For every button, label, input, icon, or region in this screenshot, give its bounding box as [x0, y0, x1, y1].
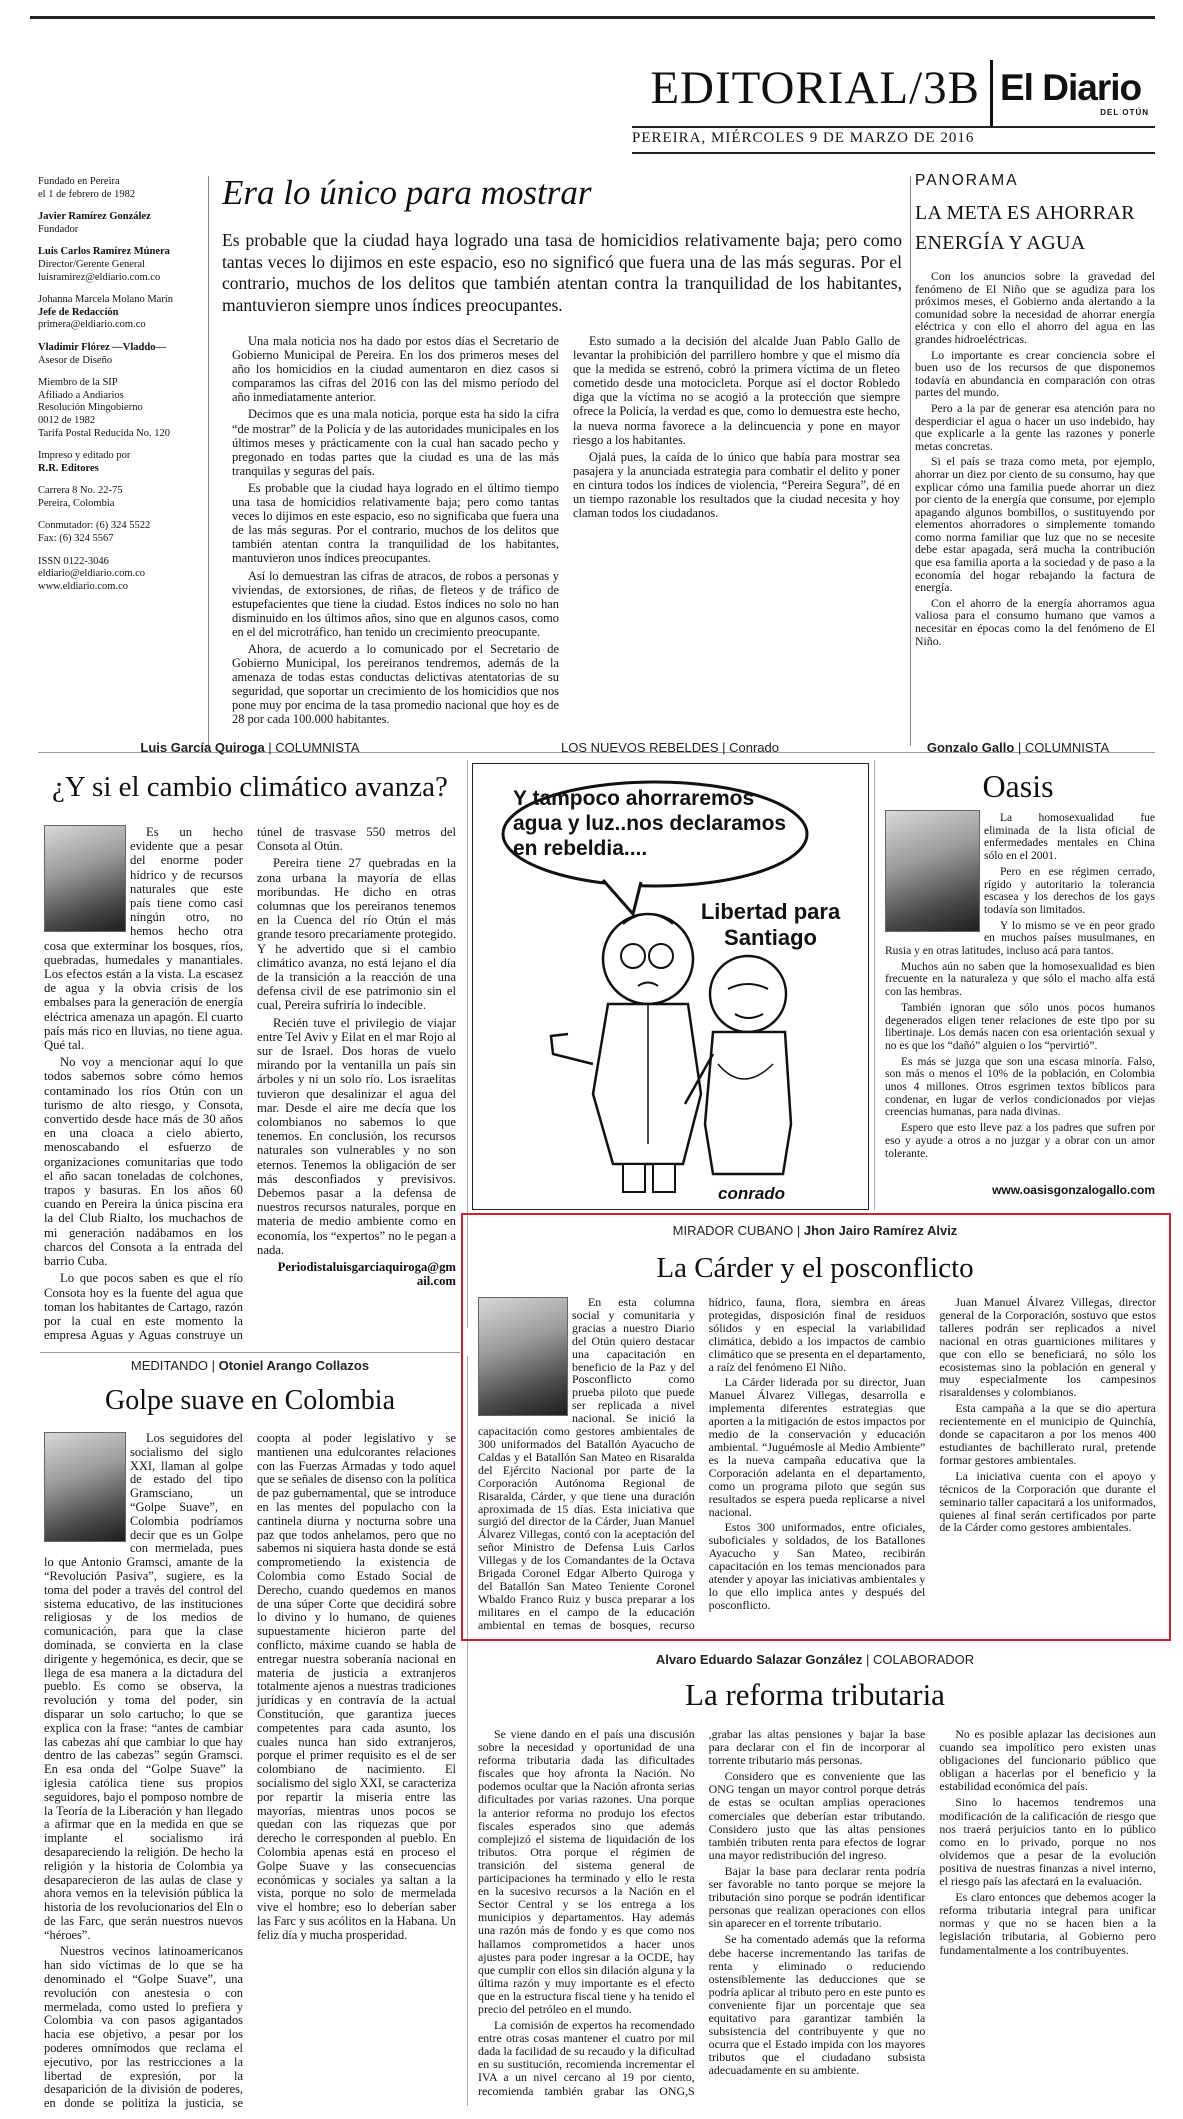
carder-title: La Cárder y el posconflicto — [656, 1252, 974, 1284]
header-vertical-rule — [990, 60, 993, 128]
masthead-line: Fundador — [38, 223, 79, 235]
masthead-spacer — [38, 440, 203, 450]
clima-role: COLUMNISTA — [275, 740, 360, 755]
masthead-divider — [208, 176, 209, 746]
carder-paragraph: La iniciativa cuenta con el apoyo y técnicos de la Corporación que durante el seminario taller capacitará a los uniformados, quienes al final serán certificados por parte de la Cárder como gestores ambientales. — [939, 1468, 1156, 1535]
masthead-info — [38, 176, 203, 593]
cartoon-frame — [472, 763, 869, 1210]
editorial-paragraph: Decimos que es una mala noticia, porque esta ha sido la cifra “de mostrar” de la Policía y de las autoridades municipales en los últimos meses y prácticamente con la cual han sacado pecho y pregonado en todas partes que la ciudad es una de las más tranquilas y seguras del país. — [232, 407, 559, 478]
editorial-paragraph: Ojalá pues, la caída de lo único que había para mostrar sea pasajera y la anunciada estrategia para combatir el delito y poner en cintura todos los índices de violencia, “Pereira Segura”, dé en un tiempo razonable los resultados que la ciudad necesita y hoy claman todos los ciudadanos. — [573, 449, 900, 521]
masthead-spacer — [38, 475, 203, 485]
oasis-role: COLUMNISTA — [1024, 740, 1110, 755]
carder-body — [478, 1296, 1156, 1634]
carder-byline: MIRADOR CUBANO | Jhon Jairo Ramírez Alviz — [672, 1223, 958, 1238]
clima-photo-spacer — [44, 825, 130, 933]
oasis-title: Oasis — [982, 768, 1054, 804]
reforma-paragraph: Se ha comentado además que la reforma debe hacerse incrementando las tarifas de renta y eliminado o reduciendo ostensiblemente las deducciones que se podría aplicar al tributo pero en este punto es conveniente fijar un porcentaje que sea equitativo para garantizar también la subsistencia del contribuyente y que no ocurra que el Estado impida con los mayores tributos que el ciudadano subsista adecuadamente en su ambiente. — [708, 1932, 926, 2078]
carder-paragraph: Esta campaña a la que se dio apertura recientemente en el municipio de Quinchía, donde se capacitaron a por los menos 400 estudiantes de bachillerato rural, pretende formar gestores ambientales. — [939, 1401, 1156, 1467]
page-header — [0, 0, 1183, 160]
masthead-line: Miembro de la SIP — [38, 377, 118, 389]
masthead-spacer — [38, 367, 203, 377]
reforma-body — [478, 1728, 1156, 2106]
masthead-line: eldiario@eldiario.com.co — [38, 568, 146, 580]
masthead-line: Pereira, Colombia — [38, 497, 115, 509]
header-bottom-rule — [632, 152, 1155, 154]
panorama-paragraph: Con el ahorro de la energía ahorramos agua valiosa para el consumo humano que vamos a necesitar en épocas como la del fenómeno de El Niño. — [915, 595, 1155, 648]
clima-paragraph: Pereira tiene 27 quebradas en la zona urbana la mayoría de ellas moribundas. He dicho en otras columnas que los pereiranos tenemos en la Cuenca del río Otún el más grande tesoro precariamente protegido. Y he advertido que si el cambio climático avanza, no está lejano el día de la transición a la reacción de una defensa civil de ese patrimonio sin el cual, Pereira sufriría lo indecible. — [257, 856, 456, 1013]
masthead-line: Johanna Marcela Molano Marín — [38, 294, 173, 306]
oasis-paragraph: También ignoran que sólo unos pocos humanos degenerados eligen tener relaciones de este tipo por su libertinaje. Los demás nacen con esa orientación sexual y no es que los “dañó” alguien o los “pervirtió”. — [885, 1001, 1155, 1052]
oasis-paragraph: Pero en ese régimen cerrado, rígido y autoritario la tolerancia escasea y los derechos de los gays todavía son limitados. — [984, 865, 1155, 916]
reforma-role: COLABORADOR — [873, 1652, 975, 1667]
oasis-paragraph: La homosexualidad fue eliminada de la lista oficial de enfermedades mentales en China sólo en el 2001. — [984, 812, 1155, 863]
reforma-paragraph: No es posible aplazar las decisiones aun cuando sea impolítico pero existen unas obligaciones del funcionario público que obligan a hacerlas por el beneficio y la estabilidad económica del país. — [939, 1727, 1156, 1794]
meditando-paragraph: Los seguidores del socialismo del siglo XXI, llaman al golpe de estado del tipo Gramsciano, un “Golpe Suave”, en Colombia podríamos decir que es un Golpe con mermelada, pues lo que Antonio Gramsci, amante de la “Revolución Pasiva”, sugiere, es la toma del poder a través del control del sistema educativo, de las instituciones religiosas y de los medios de comunicación, para que la clase dominada, se convierta en la clase dirigente y hegemónica, es decir, que se llega de esa manera a la dictadura del pueblo. Es como se observa, la revolución y toma del poder, sin disparar un solo cartucho; lo que se explica con la frase: “antes de cambiar las cabezas ahí que cambiar lo que hay dentro de las cabezas” según Gramsci. En esa onda del “Golpe Suave” la iglesia católica tiene sus propios seguidores, bajo el pomposo nombre de la Teoría de la Liberación y han llegado a afirmar que en la medida en que se implante el socialismo irá desapareciendo la religión. De hecho la religión y la historia de Colombia ya desaparecieron de las aulas de clase y ahora vemos en la televisión pública la historia de los revolucionarios del Eln o de las Farc, que serán nuestros nuevos “héroes”. — [44, 1431, 243, 1942]
reforma-paragraph: La comisión de expertos ha recomendado entre otras cosas mantener el cuatro por mil dada la facilidad de su recaudo y la dificultad en su sustitución, recomienda incrementar el IVA a un nivel cercano al 19 por ciento, recomienda también grabar las ONG,S ,grabar las altas pensiones y bajar la base para declarar con el fin de incorporar al torrente tributario más personas. — [478, 1727, 926, 2098]
clima-paragraph: No voy a mencionar aquí lo que todos sabemos sobre cómo hemos contaminado los ríos Otún con un turismo de alto riesgo, y Consota, convertido desde hace más de 30 años en una cloaca a cielo abierto, menoscabando el esfuerzo de organizaciones comunitarias que todo el año sacan toneladas de colchones, trapos y basuras. En los años 60 cuando en Pereira la única piscina era la del Club Rialto, los muchachos de mi generación nadábamos en los charcos del Consota a la entrada del barrio Cuba. — [44, 1055, 243, 1269]
editorial-lead: Es probable que la ciudad haya logrado una tasa de homicidios relativamente baja; pero como tantas veces lo dijimos en este espacio, eso no significó que fuera una de las más seguras. Por el contrario, muchos de los delitos que también atentan contra la tranquilidad de los habitantes, mantuvieron siempre unos índices preocupantes. — [222, 230, 902, 315]
oasis-author: Gonzalo Gallo — [926, 740, 1015, 755]
masthead-spacer — [38, 236, 203, 246]
panorama-title: LA META ES AHORRAR ENERGÍA Y AGUA — [915, 202, 1135, 254]
masthead-line: Impreso y editado por — [38, 450, 131, 462]
editorial-paragraph: Así lo demuestran las cifras de atracos, de robos a personas y viviendas, de extorsiones, de riñas, de fleteos y de tráfico de estupefacientes que tiene la ciudad. Estos índices no solo no han disminuido en los últimos años, sino que en algunos casos, como en el del microtráfico, han tenido un crecimiento preocupante. — [232, 568, 559, 639]
masthead-line: R.R. Editores — [38, 462, 99, 474]
reforma-byline: Alvaro Eduardo Salazar González | COLABORADOR — [655, 1652, 975, 1667]
panorama-paragraph: Lo importante es crear conciencia sobre el buen uso de los recursos de que disponemos todavía en abundancia en comparación con otras partes del mundo. — [915, 347, 1155, 400]
carder-paragraph: En esta columna social y comunitaria y gracias a nuestro Diario del Otún quiero destacar una capacitación en beneficio de la Paz y del Posconflicto como prueba piloto que puede ser replicada a nivel nacional. Se inició la capacitación como gestores ambientales de 300 uniformados del Batallón Ayacucho de Caldas y el Batallón San Mateo en Risaralda del Ejército Nacional por parte de la Corporación Autónoma Regional de Risaralda, Cárder, y que tiene una duración aproximada de 15 días. Esta iniciativa que surgió del director de la Cárder, Juan Manuel Álvarez Villegas, contó con la aceptación del señor Ministro de Defensa Luis Carlos Villegas y de los Comandantes de la Octava Brigada Coronel Edgar Alberto Quiroga y del Batallón San Mateo Teniente Coronel Wbaldo Franco Ruiz y busca preparar a los militares en el campo de la educación ambiental en temas de bosques, recurso hídrico, fauna, flora, siembra en áreas protegidas, disposición final de residuos sólidos y en especial la variabilidad climática, debido a los impactos de cambio climático que se presenta en el departamento, a raíz del fenómeno El Niño. — [478, 1295, 926, 1632]
header-rule — [632, 126, 1155, 128]
reforma-paragraph: Considero que es conveniente que las ONG tengan un mayor control porque detrás de estas se ocultan amplias operaciones comerciales que deberían estar tributando. Considero justo que las altas pensiones también tributen renta para efectos de lograr una mayor redistribución del ingreso. — [708, 1769, 926, 1862]
logo-subtitle: DEL OTÚN — [1100, 108, 1149, 117]
cartoon-speech-bubble: Y tampoco ahorraremos agua y luz..nos declaramos en rebeldia.... — [513, 787, 787, 860]
header-top-rule — [30, 16, 1155, 19]
masthead-line: Fax: (6) 324 5567 — [38, 533, 114, 545]
reforma-author: Alvaro Eduardo Salazar González — [655, 1652, 863, 1667]
editorial-divider — [910, 176, 911, 746]
masthead-line: 0012 de 1982 — [38, 414, 96, 426]
meditando-title: Golpe suave en Colombia — [104, 1385, 396, 1416]
clima-title: ¿Y si el cambio climático avanza? — [52, 771, 448, 803]
masthead-line: Tarifa Postal Reducida No. 120 — [38, 427, 170, 439]
reforma-paragraph: Es claro entonces que debemos acoger la reforma tributaria integral para unificar normas y que no se hacen bien a la legislación tributaria, al Gobierno pero fundamentalmente a los contribuyentes. — [939, 1890, 1156, 1957]
oasis-web: www.oasisgonzalogallo.com — [992, 1183, 1155, 1197]
masthead-line: Conmutador: (6) 324 5522 — [38, 520, 151, 532]
panorama-kicker: PANORAMA — [915, 172, 1019, 189]
masthead-line: luisramirez@eldiario.com.co — [38, 271, 161, 283]
masthead-line: el 1 de febrero de 1982 — [38, 188, 136, 200]
panorama-paragraph: Si el país se traza como meta, por ejemplo, ahorrar un diez por ciento de su consumo, hay que explicar cómo una familia puede ahorrar un diez por ciento de la energía que consume, por ejemplo apagando algunos bombillos, o sustituyendo por elementos ahorradores o simplemente tomando como norma familiar que luz que no se necesite debe estar apagada, será mucha la contribución que esa familia aporta a la sociedad y de paso a la economía del hogar rebajando la factura de energía. — [915, 454, 1155, 595]
editorial-paragraph: Ahora, de acuerdo a lo comunicado por el Secretario de Gobierno Municipal, los pereiranos tendremos, además de la amenaza de todas estas conductas delictivas atentatorias de su seguridad, que soportar un crecimiento de los homicidios que nos pone muy por encima de la tasa promedio nacional que hoy es de 28 por cada 100.000 habitantes. — [232, 641, 559, 727]
clima-byline: Luis García Quiroga | COLUMNISTA — [140, 740, 360, 755]
logo — [1000, 68, 1155, 117]
masthead-line: Carrera 8 No. 22-75 — [38, 485, 123, 497]
dateline: PEREIRA, MIÉRCOLES 9 DE MARZO DE 2016 — [632, 130, 975, 146]
oasis-paragraph: Y lo mismo se ve en peor grado en muchos países musulmanes, en Rusia y en otras latitudes, incluso acá para tantos. — [885, 919, 1155, 958]
editorial-body — [232, 334, 900, 744]
clima-signature: Periodistaluisgarciaquiroga@gmail.com — [277, 1260, 456, 1289]
meditando-kicker: MEDITANDO — [130, 1358, 208, 1373]
masthead-line: Asesor de Diseño — [38, 354, 113, 366]
meditando-paragraph: Nuestros vecinos latinoamericanos han sido víctimas de lo que se ha denominado el “Golpe Suave”, una revolución con anestesia o con mermelada, como usted lo prefiera y Colombia va con pasos agigantados hacia ese objetivo, a pesar por los poderes omnímodos que reclama el ejecutivo, por las restricciones a la libertad de expresión, por la desaparición de la división de poderes, en donde se politiza la justicia, se coopta al poder legislativo y se mantienen una edulcorantes relaciones con las Fuerzas Armadas y todo aquel que se señales de disenso con la política de paz gubernamental, que se introduce en las mentes del populacho con la cantinela diurna y nocturna sobre una paz que todos anhelamos, pero que no sabemos ni siquiera hasta donde se está comprometiendo la existencia de Colombia como Estado Social de Derecho, cuando quedemos en manos de una súper Corte que decidirá sobre lo divino y lo humano, de quienes supuestamente hicieron parte del conflicto, máxime cuando se habla de entregar nuestra soberanía nacional en materia de justicia a extranjeros totalmente ajenos a nuestras tradiciones jurídicas y en contravía de la actual Constitución, que garantiza jueces competentes para cada asunto, los cuales nunca han sido extranjeros, porque el primer requisito es el de ser colombiano de nacimiento. El socialismo del siglo XXI, se caracteriza por repartir la miseria entre las mayorías, mientras unos pocos se quedan con las riquezas que por derecho le corresponden al pueblo. En Colombia apenas está en proceso el Golpe Suave y las consecuencias económicas y sociales ya saltan a la vista, porque no solo de mermelada vive el hombre; eso lo deberían saber las Farc y sus acólitos en la Habana. Un feliz día y mucha prosperidad. — [44, 1431, 456, 2111]
carder-author: Jhon Jairo Ramírez Alviz — [803, 1223, 958, 1238]
clima-paragraph: Lo que pocos saben es que el río Consota hoy es la fuente del agua que toman los habitantes de Cartago, razón por la cual en este momento la empresa Aguas y Aguas construye un túnel de trasvase 550 metros del Consota al Otún. — [44, 825, 456, 1343]
masthead-spacer — [38, 510, 203, 520]
logo-text: El Diario — [1000, 67, 1142, 108]
oasis-body — [885, 812, 1155, 1163]
oasis-paragraph: Es más se juzga que son una escasa minoría. Falso, son más o menos el 10% de la población, en Colombia unos 4 millones. Otros esgrimen textos bíblicos para condenar, en lugar de verlos condicionados por viejas creencias humanas, para nada divinas. — [885, 1055, 1155, 1119]
cartoon-divider — [874, 760, 875, 1210]
masthead-spacer — [38, 332, 203, 342]
masthead-line: Resolución Mingobierno — [38, 402, 143, 414]
meditando-byline: MEDITANDO | Otoniel Arango Collazos — [130, 1358, 370, 1373]
clima-body — [44, 825, 456, 1345]
masthead-line: Vladimir Flórez —Vladdo— — [38, 341, 166, 353]
panorama-body — [915, 270, 1155, 650]
reforma-title: La reforma tributaria — [685, 1677, 945, 1712]
masthead-line: Luis Carlos Ramírez Múnera — [38, 246, 170, 258]
carder-kicker: MIRADOR CUBANO — [672, 1223, 794, 1238]
editorial-paragraph: Es probable que la ciudad haya logrado en el último tiempo una tasa de homicidios relativamente baja; pero como tantas veces lo dijimos en este espacio, eso no significaba que fuera una de las más seguras. Por el contrario, muchos de los delitos que también atentan contra la tranquilidad de los habitantes, mantuvieron unos índices preocupantes. — [232, 480, 559, 566]
clima-author: Luis García Quiroga — [140, 740, 265, 755]
cartoon-signature: conrado — [718, 1184, 786, 1203]
reforma-paragraph: Sino lo hacemos tendremos una modificación de la calificación de riesgo que nos traerá perjuicios tanto en lo público como en lo privado, porque no nos olvidemos que a pesar de la evolución positiva de nuestras finanzas a nivel interno, el riesgo país las afectará en la evaluación. — [939, 1795, 1156, 1889]
section-label: EDITORIAL/3B — [650, 62, 980, 114]
carder-paragraph: Estos 300 uniformados, entre oficiales, suboficiales y soldados, de los Batallones Ayacucho y San Mateo, recibirán capacitación en los temas mencionados para atender y apoyar las iniciativas ambientales y lo que ello implica antes y después del posconflicto. — [708, 1520, 926, 1612]
editorial-paragraph: Esto sumado a la decisión del alcalde Juan Pablo Gallo de levantar la prohibición del parrillero hombre y que el mismo día que la medida se estrenó, cobró la primera víctima de un fleteo cometido desde una motocicleta. Porque así el doctor Robledo diga que la víctima no se acogió a la protección que siempre ofrece la Policía, la verdad es que, como lo demuestra este hecho, la nueva norma favorece a la delincuencia y pone en mayor riesgo a los habitantes. — [573, 334, 900, 447]
masthead-line: www.eldiario.com.co — [38, 580, 128, 592]
masthead-line: Jefe de Redacción — [38, 306, 119, 318]
oasis-photo-spacer — [885, 812, 984, 936]
masthead-line: Javier Ramírez González — [38, 211, 151, 223]
editorial-title: Era lo único para mostrar — [222, 173, 592, 212]
reforma-paragraph: Se viene dando en el país una discusión sobre la necesidad y oportunidad de una reforma tributaria dada las dificultades fiscales que hoy afronta la Nación. No podemos ocultar que la Nación afronta serias dificultades por varias razones. Una porque la anterior reforma no produjo los efectos fiscales esperados sino que además complejizó el sistema de liquidación de los tributos. Otra porque el régimen de transición del sistema general de participaciones ha terminado y ello le resta en la sucesivo recursos a la Nación en el Sector Central y se los entrega a los municipios y departamentos. Hay además una razón más de fondo y es que como nos hallamos comprometidos a hacer unos ajustes para poder ingresar a la OCDE, hay que cumplir con ellos sin dilación alguna y la última razón y muy importante es el efecto que en la estructura fiscal tiene y ha tenido el precio del petróleo en el mundo. — [478, 1727, 695, 2016]
masthead-line: Afiliado a Andiarios — [38, 389, 124, 401]
panorama-paragraph: Pero a la par de generar esa atención para no desperdiciar el agua o hacer un uso indebido, hay que explicarle a la gente las razones y ponerle metas concretas. — [915, 400, 1155, 453]
cartoon-caption: Libertad para Santiago — [700, 899, 841, 950]
carder-photo-spacer — [478, 1296, 572, 1416]
masthead-line: ISSN 0122-3046 — [38, 555, 109, 567]
carder-paragraph: Juan Manuel Álvarez Villegas, director general de la Corporación, sostuvo que estos talleres podrán ser replicados a nivel nacional en otras guarniciones militares y que con ello se beneficiará, no sólo los ecosistemas sino la población en general y muy especialmente los campesinos risaraldenses y colombianos. — [939, 1295, 1156, 1400]
reforma-paragraph: Bajar la base para declarar renta podría ser favorable no tanto porque se mejore la tributación sino porque se podrán identificar personas que realizan operaciones con ellos sin aparecer en el torrente tributario. — [708, 1863, 926, 1931]
clima-paragraph: Recién tuve el privilegio de viajar entre Tel Aviv y Eilat en el mar Rojo al sur de Israel. Dos horas de vuelo mirando por la ventanilla un país sin árboles y ni un solo río. Los israelitas tuvieron que desalinizar el agua del mar. Desde el aire me decía que los colombianos no sabemos lo que tenemos. En conclusión, los recursos naturales son vulnerables y no son eternos. Tenemos la obligación de ser más desconfiados y previsivos. Debemos pasar a la defensa de nuestros recursos naturales, porque en materia de medio ambiente como en economía, los “expertos” no le pegan a nada. — [257, 1015, 456, 1257]
meditando-body — [44, 1432, 456, 2112]
masthead-spacer — [38, 201, 203, 211]
oasis-paragraph: Espero que esto lleve paz a los padres que sufren por eso y ayude a otros a no juzgar y a obrar con un amor tolerante. — [885, 1122, 1155, 1160]
carder-paragraph: La Cárder liderada por su director, Juan Manuel Álvarez Villegas, desarrolla e implementa diferentes estrategias que aporten a la mitigación de estos impactos por medio de la conservación y educación ambiental. “Juguémosle al Medio Ambiente” es la nueva campaña educativa que la Corporación adelanta en el departamento, como un programa piloto que según sus resultados se espera pueda replicarse a nivel nacional. — [708, 1375, 926, 1519]
masthead-line: Director/Gerente General — [38, 258, 145, 270]
masthead-spacer — [38, 284, 203, 294]
masthead-line: primera@eldiario.com.co — [38, 319, 146, 331]
oasis-byline: Gonzalo Gallo | COLUMNISTA — [926, 740, 1110, 755]
cartoon-header: LOS NUEVOS REBELDES | Conrado — [561, 740, 779, 755]
masthead-line: Fundado en Pereira — [38, 176, 120, 187]
clima-paragraph: Es un hecho evidente que a pesar del enorme poder hídrico y de recursos naturales que este país tiene como casi ningún otro, no hemos hecho otra cosa que exterminar los bosques, ríos, quebradas, humedales y manantiales. Los efectos están a la vista. La escasez de agua y la obvia crisis de los embalses para la generación de energía eléctrica amenaza un apagón. El cuarto país más rico en lluvias, no tiene agua. Qué tal. — [44, 825, 243, 1053]
panorama-paragraph: Con los anuncios sobre la gravedad del fenómeno de El Niño que se agudiza para los próximos meses, el Gobierno anda alertando a la comunidad sobre la necesidad de ahorrar energía eléctrica y con ello el ahorro del agua en las grandes hidroeléctricas. — [915, 269, 1155, 346]
editorial-paragraph: Una mala noticia nos ha dado por estos días el Secretario de Gobierno Municipal de Pereira. En los dos primeros meses del año los homicidios en la ciudad aumentaron en diez casos si comparamos las cifras del 2016 con las del mismo período del año inmediatamente anterior. — [232, 334, 559, 405]
masthead-spacer — [38, 546, 203, 556]
oasis-paragraph: Muchos aún no saben que la homosexualidad es bien frecuente en la naturaleza y que sólo el macho alfa está con las hembras. — [885, 960, 1155, 999]
meditando-author: Otoniel Arango Collazos — [218, 1358, 370, 1373]
meditando-photo-spacer — [44, 1432, 130, 1544]
section-rule-2 — [40, 1352, 460, 1353]
